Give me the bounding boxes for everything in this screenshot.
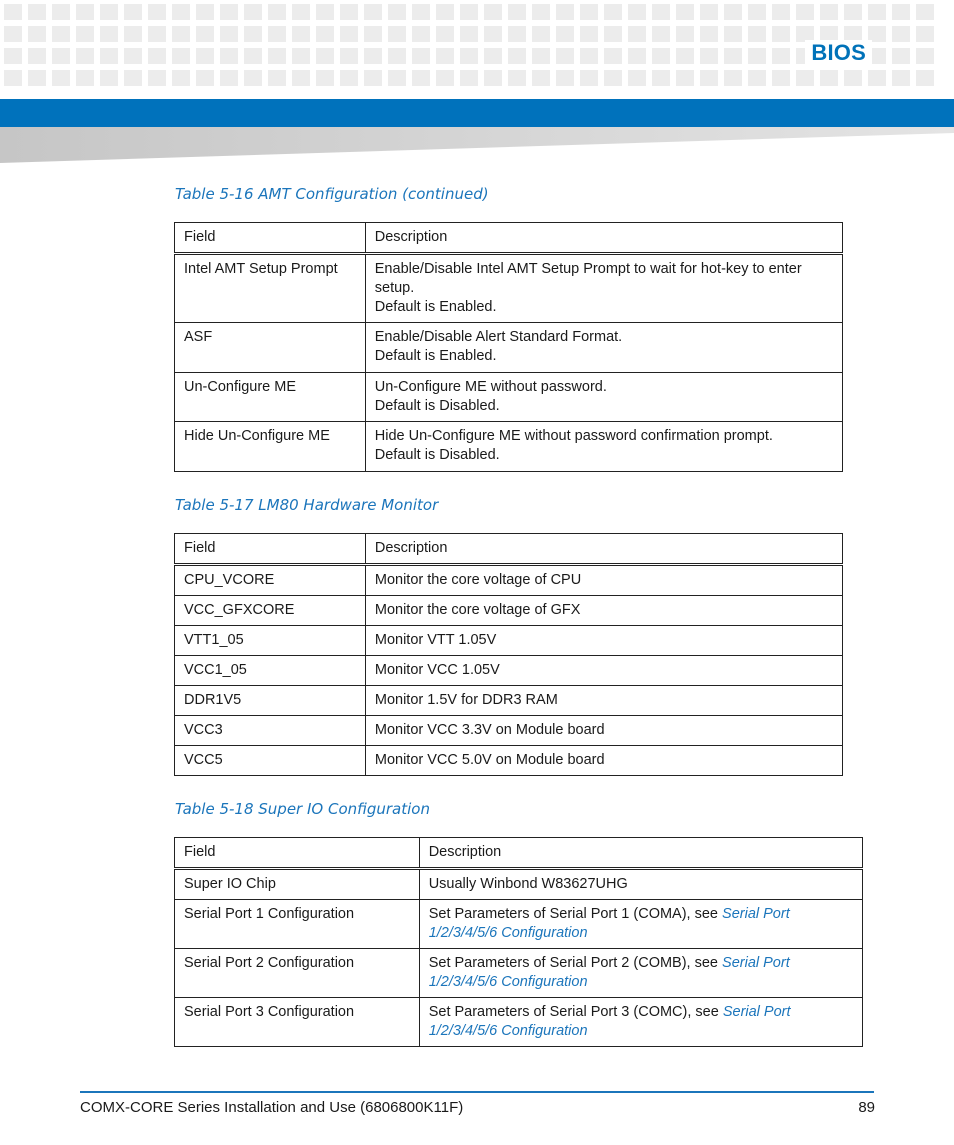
pattern-block [820, 70, 838, 86]
table-row [175, 626, 843, 656]
pattern-block [556, 70, 574, 86]
field-cell: ASF [175, 323, 366, 373]
field-cell: VCC3 [175, 716, 366, 746]
pattern-block [364, 70, 382, 86]
pattern-block [676, 70, 694, 86]
pattern-block [676, 48, 694, 64]
pattern-block [436, 4, 454, 20]
description-line: Un-Configure ME without password. [374, 379, 607, 395]
pattern-block [244, 70, 262, 86]
table-caption: Table 5-16 AMT Configuration (continued) [175, 185, 489, 203]
pattern-block [916, 70, 934, 86]
serial-port-config-link[interactable]: Serial Port 1/2/3/4/5/6 Configuration [428, 1004, 791, 1039]
pattern-block [100, 26, 118, 42]
pattern-block [484, 70, 502, 86]
pattern-block [76, 4, 94, 20]
pattern-block [892, 26, 910, 42]
pattern-block [364, 26, 382, 42]
pattern-block [796, 70, 814, 86]
pattern-block [172, 70, 190, 86]
pattern-block [244, 4, 262, 20]
pattern-block [28, 4, 46, 20]
pattern-block [4, 26, 22, 42]
pattern-block [508, 70, 526, 86]
description-text: Set Parameters of Serial Port 2 (COMB), see [428, 955, 723, 971]
pattern-block [700, 70, 718, 86]
pattern-block [220, 4, 238, 20]
pattern-block [436, 48, 454, 64]
pattern-block [148, 70, 166, 86]
description-text: Set Parameters of Serial Port 1 (COMA), see [428, 906, 723, 922]
table-row [175, 373, 843, 422]
pattern-block [172, 48, 190, 64]
table-row [175, 998, 863, 1047]
pattern-block [340, 26, 358, 42]
description-cell: Monitor 1.5V for DDR3 RAM [365, 686, 842, 716]
pattern-block [4, 4, 22, 20]
description-cell [419, 900, 862, 949]
field-cell: Serial Port 2 Configuration [175, 949, 420, 998]
header-cell: Field [175, 223, 366, 254]
pattern-block [220, 70, 238, 86]
pattern-block [628, 48, 646, 64]
pattern-block [604, 70, 622, 86]
description-cell: Monitor VCC 5.0V on Module board [365, 746, 842, 776]
field-cell: VCC1_05 [175, 656, 366, 686]
pattern-block [460, 48, 478, 64]
description-line: Enable/Disable Alert Standard Format. [374, 329, 623, 345]
pattern-block [340, 70, 358, 86]
pattern-block [532, 48, 550, 64]
pattern-block [700, 4, 718, 20]
pattern-block [148, 26, 166, 42]
pattern-block [508, 48, 526, 64]
description-line: Hide Un-Configure ME without password confirmation prompt. [374, 428, 773, 444]
pattern-block [412, 26, 430, 42]
pattern-block [52, 26, 70, 42]
pattern-block [868, 4, 886, 20]
pattern-block [316, 70, 334, 86]
pattern-block [316, 26, 334, 42]
description-cell: Monitor VTT 1.05V [365, 626, 842, 656]
pattern-block [124, 4, 142, 20]
pattern-block [892, 4, 910, 20]
pattern-block [412, 48, 430, 64]
pattern-block [700, 48, 718, 64]
pattern-block [532, 70, 550, 86]
field-cell: VCC_GFXCORE [175, 596, 366, 626]
pattern-block [652, 70, 670, 86]
pattern-block [244, 26, 262, 42]
description-cell: Monitor VCC 3.3V on Module board [365, 716, 842, 746]
pattern-block [76, 70, 94, 86]
super-io-table [174, 837, 863, 1047]
description-cell [365, 323, 842, 373]
table-header-row [175, 223, 843, 254]
pattern-block [388, 26, 406, 42]
amt-config-table [174, 222, 843, 472]
pattern-block [724, 70, 742, 86]
default-line: Default is Disabled. [374, 398, 500, 414]
pattern-block [460, 26, 478, 42]
pattern-block [148, 4, 166, 20]
pattern-block [772, 26, 790, 42]
pattern-block [148, 48, 166, 64]
pattern-block [724, 4, 742, 20]
table-row [175, 656, 843, 686]
pattern-block [124, 26, 142, 42]
table-row [175, 716, 843, 746]
pattern-block [748, 4, 766, 20]
description-line: Enable/Disable Intel AMT Setup Prompt to wait for hot-key to enter setup. [374, 261, 802, 296]
field-cell: Serial Port 3 Configuration [175, 998, 420, 1047]
pattern-block [772, 70, 790, 86]
pattern-block [292, 48, 310, 64]
pattern-block [796, 4, 814, 20]
pattern-block [652, 48, 670, 64]
pattern-block [484, 4, 502, 20]
field-cell: VTT1_05 [175, 626, 366, 656]
pattern-block [268, 4, 286, 20]
pattern-block [628, 4, 646, 20]
pattern-block [676, 4, 694, 20]
pattern-block [508, 26, 526, 42]
pattern-block [340, 48, 358, 64]
table-row [175, 323, 843, 373]
pattern-block [724, 48, 742, 64]
table-row [175, 686, 843, 716]
serial-port-config-link[interactable]: Serial Port 1/2/3/4/5/6 Configuration [428, 906, 790, 941]
pattern-block [4, 48, 22, 64]
pattern-block [52, 70, 70, 86]
description-cell: Monitor the core voltage of GFX [365, 596, 842, 626]
pattern-block [844, 70, 862, 86]
table-row [175, 949, 863, 998]
pattern-block [52, 48, 70, 64]
pattern-block [892, 70, 910, 86]
pattern-block [340, 4, 358, 20]
pattern-block [364, 4, 382, 20]
pattern-block [100, 4, 118, 20]
pattern-block [412, 70, 430, 86]
pattern-block [28, 26, 46, 42]
serial-port-config-link[interactable]: Serial Port 1/2/3/4/5/6 Configuration [428, 955, 790, 990]
pattern-block [292, 26, 310, 42]
pattern-block [196, 4, 214, 20]
pattern-block [748, 26, 766, 42]
lm80-monitor-table [174, 533, 843, 776]
pattern-block [604, 4, 622, 20]
pattern-block [556, 26, 574, 42]
footer-document-title: COMX-CORE Series Installation and Use (6806800K11F) [80, 1099, 464, 1116]
pattern-block [388, 70, 406, 86]
pattern-block [316, 4, 334, 20]
pattern-block [748, 70, 766, 86]
description-cell [365, 254, 842, 323]
table-row [175, 869, 863, 900]
pattern-block [916, 48, 934, 64]
pattern-block [436, 26, 454, 42]
header-wedge [0, 127, 954, 163]
header-cell: Field [175, 838, 420, 869]
pattern-block [436, 70, 454, 86]
pattern-block [196, 26, 214, 42]
pattern-block [268, 26, 286, 42]
header-cell: Description [365, 223, 842, 254]
pattern-block [772, 48, 790, 64]
pattern-block [460, 4, 478, 20]
pattern-block [748, 48, 766, 64]
pattern-block [580, 4, 598, 20]
header-cell: Description [419, 838, 862, 869]
description-cell [419, 998, 862, 1047]
pattern-block [604, 26, 622, 42]
pattern-block [244, 48, 262, 64]
table-header-row [175, 838, 863, 869]
pattern-block [220, 26, 238, 42]
pattern-block [508, 4, 526, 20]
pattern-block [700, 26, 718, 42]
field-cell: VCC5 [175, 746, 366, 776]
table-caption: Table 5-17 LM80 Hardware Monitor [175, 496, 439, 514]
pattern-block [460, 70, 478, 86]
pattern-block [868, 70, 886, 86]
description-cell: Usually Winbond W83627UHG [419, 869, 862, 900]
pattern-block [484, 48, 502, 64]
pattern-block [652, 4, 670, 20]
description-cell: Monitor the core voltage of CPU [365, 565, 842, 596]
pattern-block [532, 4, 550, 20]
pattern-block [76, 26, 94, 42]
default-line: Default is Enabled. [374, 299, 497, 315]
header-band [0, 99, 954, 127]
pattern-block [916, 26, 934, 42]
header-cell: Description [365, 534, 842, 565]
pattern-block [916, 4, 934, 20]
default-line: Default is Enabled. [374, 348, 497, 364]
table-caption: Table 5-18 Super IO Configuration [175, 800, 430, 818]
pattern-block [292, 70, 310, 86]
pattern-block [28, 48, 46, 64]
pattern-block [100, 48, 118, 64]
pattern-block [364, 48, 382, 64]
footer-rule [80, 1091, 874, 1093]
description-cell: Monitor VCC 1.05V [365, 656, 842, 686]
pattern-block [628, 70, 646, 86]
field-cell: Intel AMT Setup Prompt [175, 254, 366, 323]
pattern-block [556, 4, 574, 20]
pattern-block [556, 48, 574, 64]
pattern-block [124, 48, 142, 64]
pattern-block [316, 48, 334, 64]
pattern-block [580, 26, 598, 42]
table-row [175, 422, 843, 472]
pattern-block [196, 48, 214, 64]
field-cell: Hide Un-Configure ME [175, 422, 366, 472]
field-cell: Un-Configure ME [175, 373, 366, 422]
table-row [175, 565, 843, 596]
description-cell [365, 422, 842, 472]
pattern-block [892, 48, 910, 64]
pattern-block [652, 26, 670, 42]
table-row [175, 596, 843, 626]
pattern-block [268, 70, 286, 86]
field-cell: CPU_VCORE [175, 565, 366, 596]
table-header-row [175, 534, 843, 565]
pattern-block [532, 26, 550, 42]
field-cell: Super IO Chip [175, 869, 420, 900]
pattern-block [844, 4, 862, 20]
field-cell: DDR1V5 [175, 686, 366, 716]
pattern-block [604, 48, 622, 64]
description-cell [419, 949, 862, 998]
pattern-block [388, 48, 406, 64]
pattern-block [196, 70, 214, 86]
pattern-block [172, 4, 190, 20]
pattern-block [100, 70, 118, 86]
pattern-block [28, 70, 46, 86]
pattern-block [76, 48, 94, 64]
pattern-block [292, 4, 310, 20]
pattern-block [580, 48, 598, 64]
table-row [175, 254, 843, 323]
pattern-block [52, 4, 70, 20]
pattern-block [724, 26, 742, 42]
pattern-block [484, 26, 502, 42]
pattern-block [124, 70, 142, 86]
description-text: Set Parameters of Serial Port 3 (COMC), see [428, 1004, 723, 1020]
default-line: Default is Disabled. [374, 447, 500, 463]
pattern-block [628, 26, 646, 42]
header-cell: Field [175, 534, 366, 565]
pattern-block [580, 70, 598, 86]
table-row [175, 746, 843, 776]
field-cell: Serial Port 1 Configuration [175, 900, 420, 949]
table-row [175, 900, 863, 949]
pattern-block [772, 4, 790, 20]
pattern-block [268, 48, 286, 64]
pattern-block [676, 26, 694, 42]
chapter-title: BIOS [805, 40, 872, 66]
pattern-block [388, 4, 406, 20]
page-number: 89 [858, 1099, 875, 1116]
description-cell [365, 373, 842, 422]
pattern-block [820, 4, 838, 20]
pattern-block [4, 70, 22, 86]
pattern-block [412, 4, 430, 20]
pattern-block [172, 26, 190, 42]
pattern-block [220, 48, 238, 64]
